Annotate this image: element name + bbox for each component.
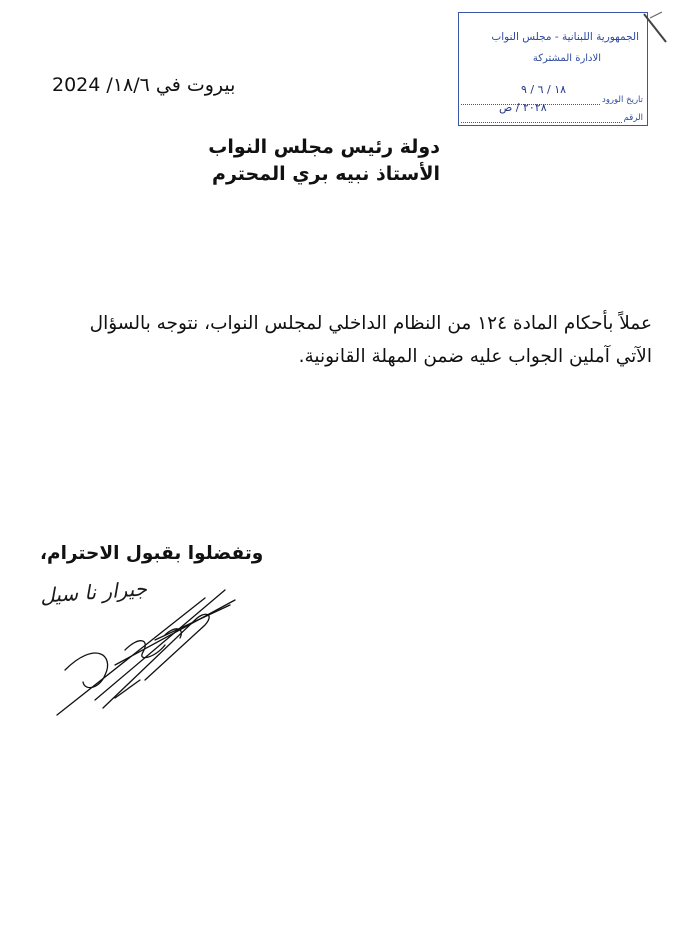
- handwritten-signature: [55, 580, 255, 720]
- addressee-name: الأستاذ نبيه بري المحترم: [212, 163, 440, 185]
- addressee-title: دولة رئيس مجلس النواب: [208, 136, 440, 158]
- signer-name: جيرار نا سيل: [39, 576, 148, 608]
- stamp-corner-mark: [640, 8, 670, 48]
- stamp-number-label: الرقم: [623, 113, 643, 123]
- letter-date: بيروت في ١٨/٦/ 2024: [52, 74, 236, 96]
- stamp-number-dots: [461, 114, 622, 123]
- closing-line: وتفضلوا بقبول الاحترام،: [40, 543, 264, 564]
- stamp-dept-line: الادارة المشتركة: [532, 53, 601, 64]
- stamp-number-row: [461, 113, 643, 123]
- body-line-2: الآتي آملين الجواب عليه ضمن المهلة القانونية.: [298, 346, 652, 367]
- stamp-date-value: ١٨ / ٦ / ٩: [521, 83, 567, 96]
- stamp-date-row: [461, 95, 643, 105]
- stamp-date-label: تاريخ الورود: [602, 95, 643, 105]
- body-line-1: عملاً بأحكام المادة ١٢٤ من النظام الداخلي لمجلس النواب، نتوجه بالسؤال: [89, 313, 652, 334]
- addressee-block: [208, 134, 440, 188]
- stamp-org-line: الجمهورية اللبنانية - مجلس النواب: [491, 31, 639, 43]
- stamp-number-value: ٢٠٢٨ / ص: [499, 101, 547, 114]
- letter-body: [40, 307, 652, 373]
- registration-stamp: [458, 12, 648, 126]
